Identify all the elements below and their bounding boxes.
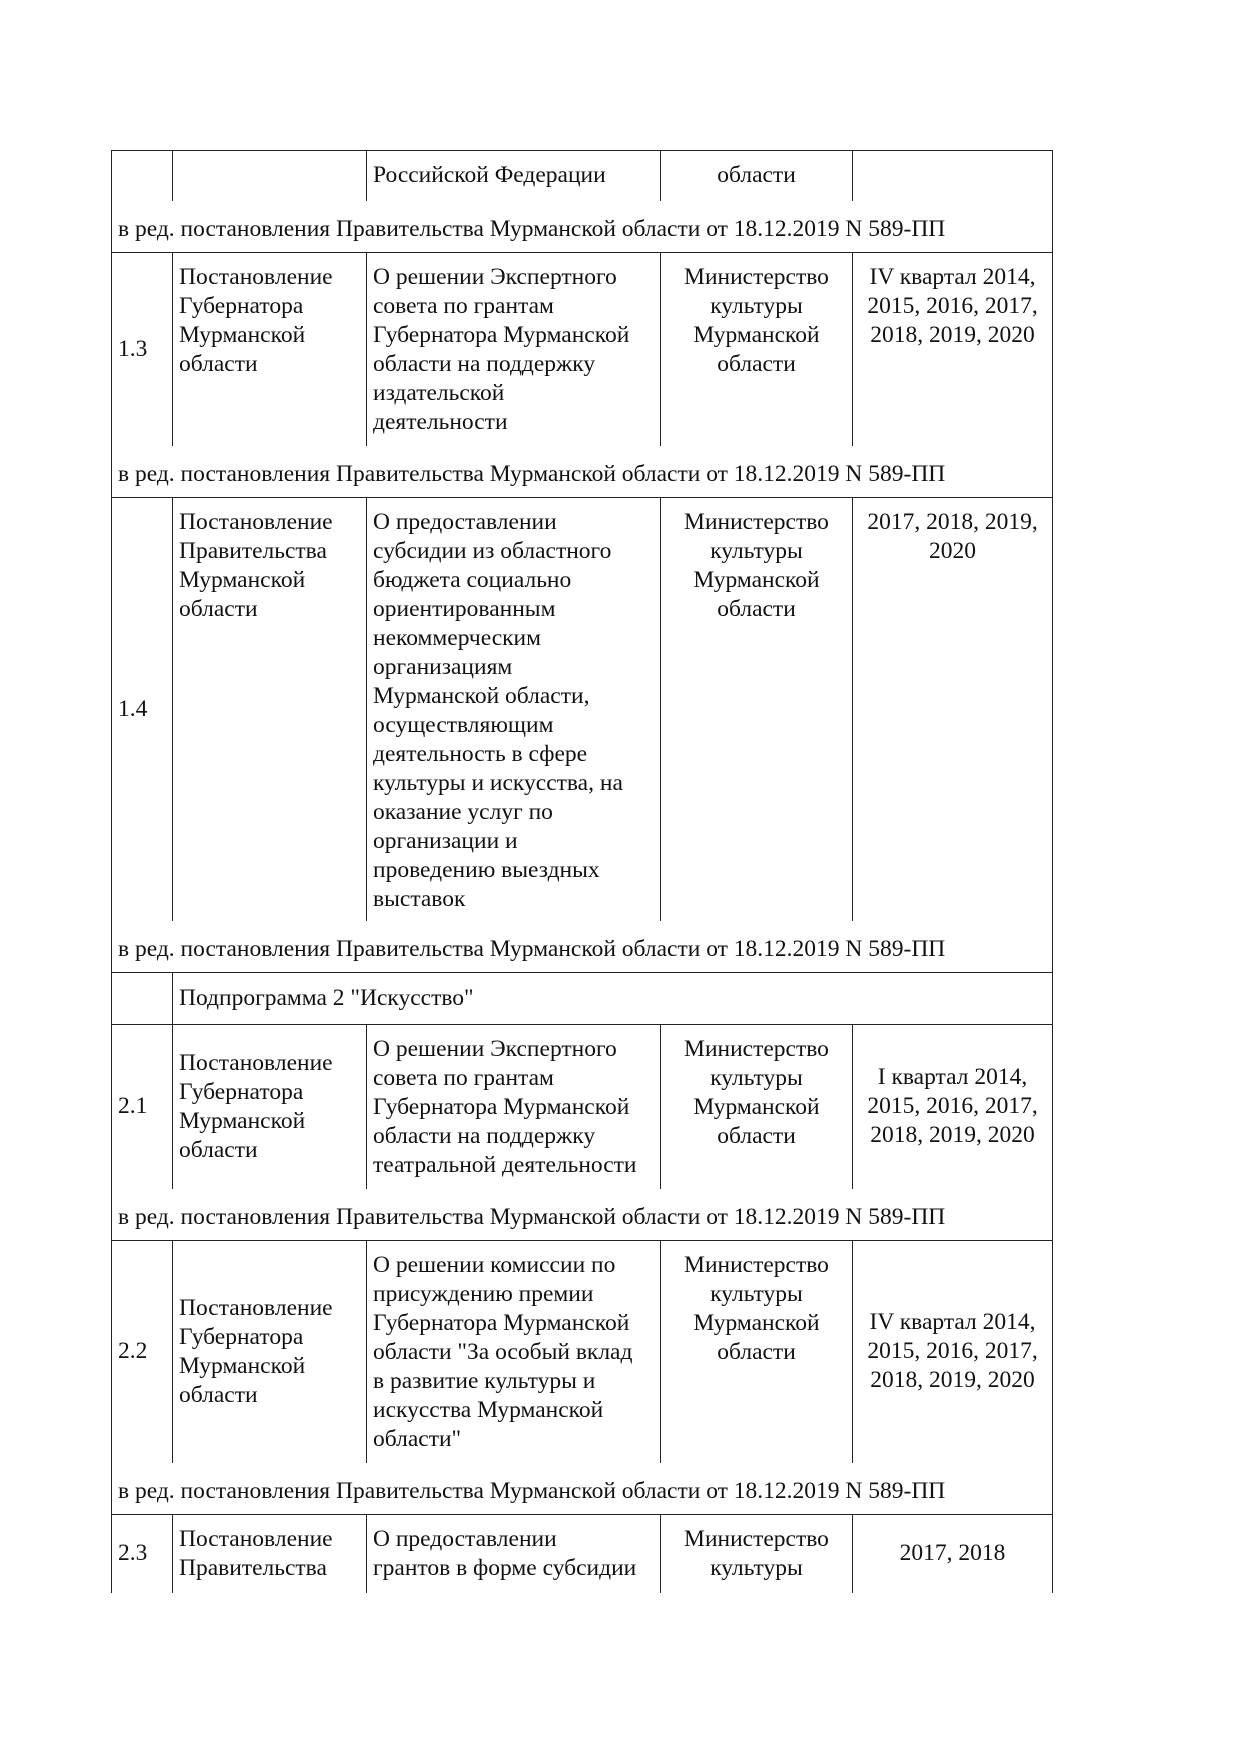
text-line: 2015, 2016, 2017, [867,292,1038,319]
text-line: деятельности [373,408,508,435]
text-line: организации и [373,828,518,854]
text-line: Губернатора Мурманской [373,1310,630,1336]
text-line: Министерство [684,1035,829,1062]
text-line: области на поддержку [373,1122,596,1149]
text-line: Министерство [684,509,829,535]
text-line: области [179,596,258,622]
cell-term [853,498,1053,921]
amendment-row [112,201,1053,253]
cell-act-type [173,1024,367,1189]
cell-term [853,1241,1053,1463]
text-line: О решении Экспертного [373,1035,617,1062]
cell-number: 1.4 [112,498,173,921]
text-line: искусства Мурманской [373,1397,604,1423]
cell-term [853,252,1053,446]
text-line: Министерство [684,263,829,290]
text-line: 2018, 2019, 2020 [870,1367,1035,1394]
amendment-row [112,446,1053,498]
text-line: 2017, 2018, 2019, [867,509,1038,535]
table-row [112,1241,1053,1463]
text-line: Российской Федерации [373,162,606,188]
text-line: Министерство [684,1252,829,1278]
text-line: культуры [710,1554,803,1581]
text-line: области [717,350,796,377]
cell-executor [661,151,853,201]
text-line: осуществляющим [373,712,554,738]
cell-act-name [367,151,661,201]
amendment-note: в ред. постановления Правительства Мурманской области от 18.12.2019 N 589-ПП [118,461,946,487]
text-line: Постановление [179,1525,333,1552]
text-line: О решении комиссии по [373,1252,616,1278]
amendment-note: в ред. постановления Правительства Мурманской области от 18.12.2019 N 589-ПП [118,1477,946,1504]
text-line: Мурманской [693,567,820,593]
amendment-note: в ред. постановления Правительства Мурманской области от 18.12.2019 N 589-ПП [118,215,946,242]
text-line: Губернатора [179,1078,304,1105]
cell-executor [661,252,853,446]
subprogram-row [112,972,1053,1024]
text-line: деятельность в сфере [373,741,588,767]
text-line: Губернатора [179,1323,304,1350]
amendment-row [112,1189,1053,1241]
text-line: области на поддержку [373,350,596,377]
cell-act-type [173,1514,367,1593]
text-line: Мурманской [179,567,306,593]
amendment-note: в ред. постановления Правительства Мурманской области от 18.12.2019 N 589-ПП [118,1204,946,1230]
text-line: Министерство [684,1525,829,1552]
cell-number: 1.3 [112,252,173,446]
text-line: О предоставлении [373,509,557,535]
cell-executor [661,1514,853,1593]
text-line: театральной деятельности [373,1151,637,1178]
text-line: области [179,1381,258,1408]
text-line: 2015, 2016, 2017, [867,1338,1038,1365]
table-row-continuation [112,151,1053,201]
text-line: культуры [710,538,803,564]
cell-executor [661,498,853,921]
amendment-row [112,921,1053,973]
text-line: культуры и искусства, на [373,770,623,796]
text-line: области [717,162,796,188]
text-line: Губернатора Мурманской [373,1093,630,1120]
text-line: ориентированным [373,596,556,622]
text-line: Постановление [179,263,333,290]
text-line: Правительства [179,538,327,564]
cell-act-type [173,498,367,921]
text-line: О предоставлении [373,1525,557,1552]
text-line: грантов в форме субсидии [373,1554,637,1581]
text-line: организациям [373,654,513,680]
text-line: 2018, 2019, 2020 [870,321,1035,348]
text-line: бюджета социально [373,567,572,593]
text-line: присуждению премии [373,1281,594,1307]
text-line: субсидии из областного [373,538,612,564]
text-line: 2018, 2019, 2020 [870,1122,1035,1149]
cell-act-name [367,1514,661,1593]
cell-number: 2.1 [112,1024,173,1189]
cell-act-type [173,1241,367,1463]
text-line: Губернатора [179,292,304,319]
text-line: 2017, 2018 [899,1540,1006,1567]
cell-act-name [367,252,661,446]
text-line: в развитие культуры и [373,1368,596,1394]
text-line: I квартал 2014, [877,1064,1028,1091]
text-line: проведению выездных [373,857,600,883]
text-line: области [717,1339,796,1365]
text-line: IV квартал 2014, [869,1309,1036,1336]
text-line: 2015, 2016, 2017, [867,1093,1038,1120]
text-line: оказание услуг по [373,799,553,825]
cell-act-name [367,498,661,921]
cell-number [112,972,173,1024]
regulations-table [111,150,1053,1593]
cell-term [853,151,1053,201]
text-line: Постановление [179,1294,333,1321]
text-line: совета по грантам [373,1064,554,1091]
text-line: Мурманской [179,1107,306,1134]
text-line: Мурманской [693,1093,820,1120]
text-line: культуры [710,1064,803,1091]
cell-act-name [367,1241,661,1463]
cell-term [853,1514,1053,1593]
table-row [112,1514,1053,1593]
amendment-note: в ред. постановления Правительства Мурманской области от 18.12.2019 N 589-ПП [118,935,946,962]
text-line: Мурманской [179,1352,306,1379]
text-line: 2020 [929,538,976,564]
cell-executor [661,1024,853,1189]
text-line: Мурманской [693,321,820,348]
cell-term [853,1024,1053,1189]
text-line: IV квартал 2014, [869,263,1036,290]
text-line: культуры [710,1281,803,1307]
table-row [112,252,1053,446]
text-line: области [717,1122,796,1149]
text-line: области" [373,1426,462,1452]
text-line: области [179,350,258,377]
text-line: области [179,1136,258,1163]
subprogram-title: Подпрограмма 2 "Искусство" [173,972,1053,1024]
cell-number: 2.3 [112,1514,173,1593]
text-line: Мурманской области, [373,683,590,709]
text-line: Мурманской [179,321,306,348]
text-line: Правительства [179,1554,327,1581]
text-line: культуры [710,292,803,319]
cell-act-name [367,1024,661,1189]
cell-number [112,151,173,201]
cell-executor [661,1241,853,1463]
text-line: Мурманской [693,1310,820,1336]
text-line: области [717,596,796,622]
cell-number: 2.2 [112,1241,173,1463]
text-line: некоммерческим [373,625,541,651]
text-line: Постановление [179,1049,333,1076]
amendment-row [112,1463,1053,1515]
text-line: издательской [373,379,505,406]
cell-act-type [173,252,367,446]
text-line: Губернатора Мурманской [373,321,630,348]
text-line: совета по грантам [373,292,554,319]
table-row [112,1024,1053,1189]
text-line: Постановление [179,509,333,535]
text-line: выставок [373,886,466,912]
cell-act-type [173,151,367,201]
table-row [112,498,1053,921]
text-line: О решении Экспертного [373,263,617,290]
text-line: области "За особый вклад [373,1339,633,1365]
